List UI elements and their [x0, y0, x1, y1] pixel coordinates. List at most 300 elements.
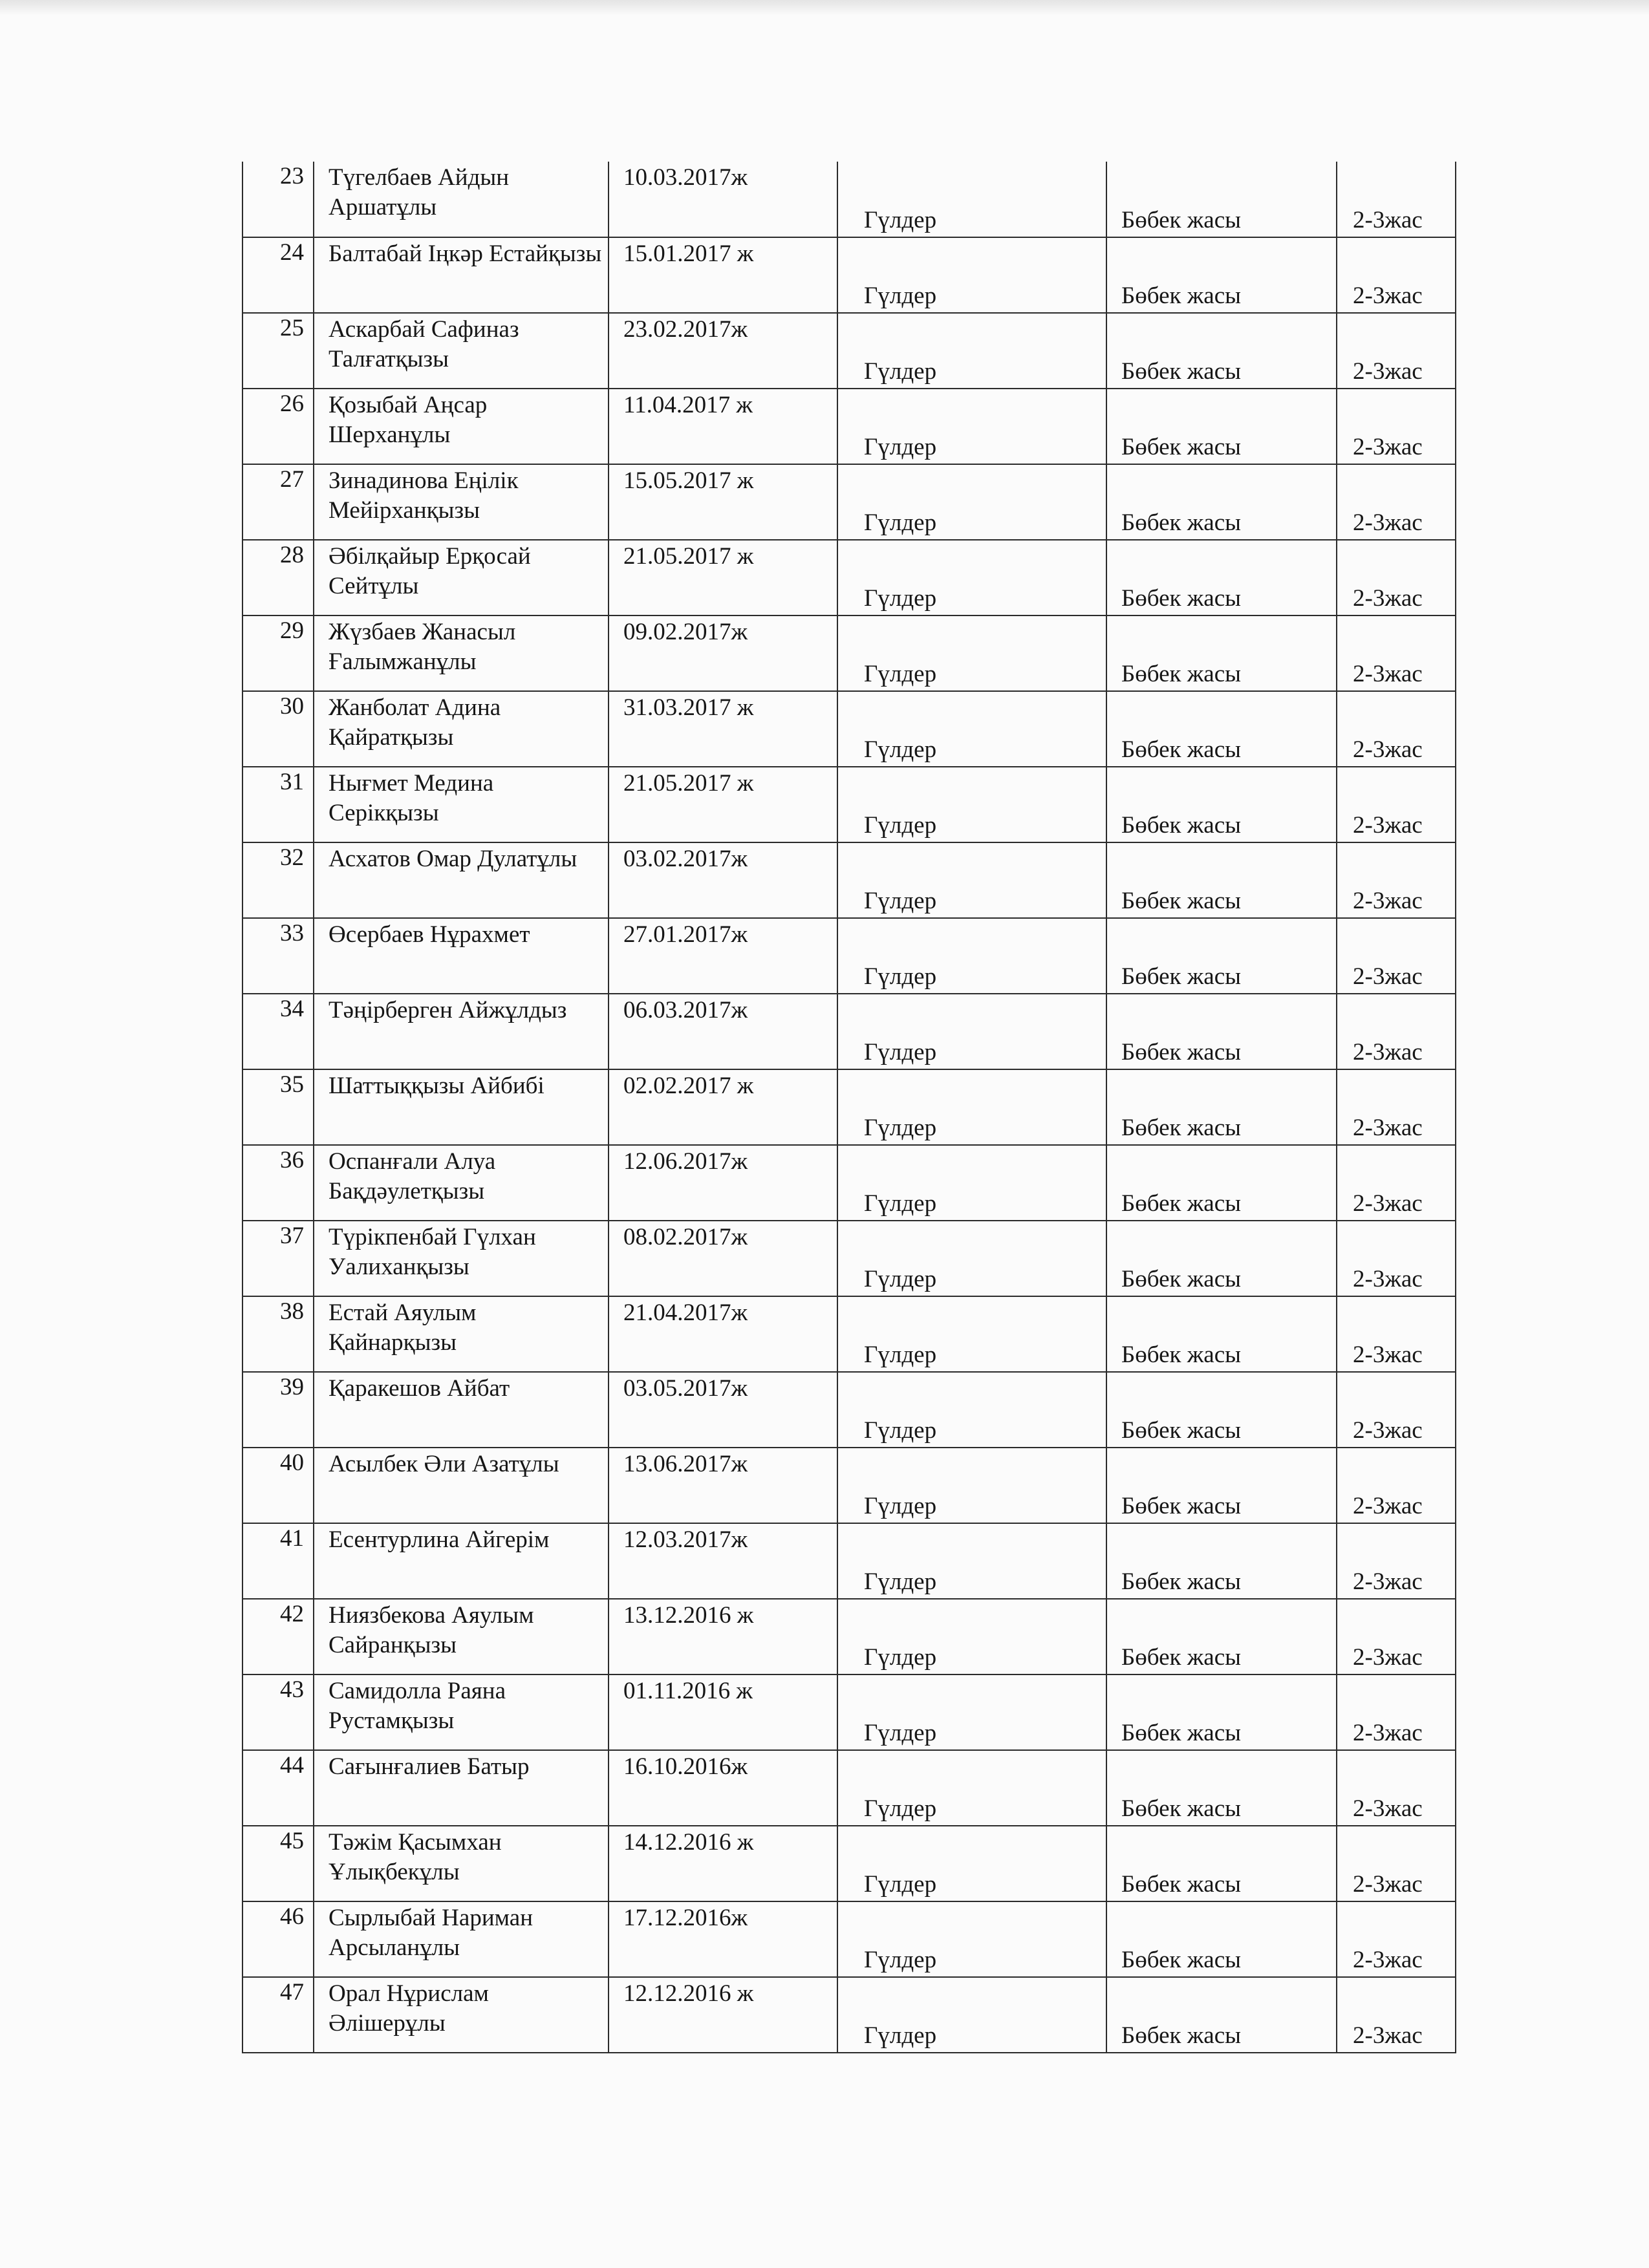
child-name-cell [314, 1674, 609, 1750]
group-name: Гүлдер [864, 1644, 937, 1671]
child-name-cell [314, 691, 609, 767]
age-range-cell [1337, 162, 1456, 237]
child-name: Орал Нұрислам Әлішерұлы [329, 1980, 489, 2037]
age-range: 2-3жас [1353, 358, 1423, 385]
table-row [242, 1069, 1456, 1145]
age-category: Бөбек жасы [1121, 434, 1241, 460]
table-row [242, 313, 1456, 389]
row-number: 26 [280, 390, 304, 417]
birth-date: 12.06.2017ж [623, 1148, 748, 1175]
group-name-cell [837, 540, 1106, 615]
age-range-cell [1337, 540, 1456, 615]
scan-edge [0, 0, 1649, 16]
row-number-cell [242, 918, 314, 994]
child-name-cell [314, 1750, 609, 1826]
age-category: Бөбек жасы [1121, 963, 1241, 990]
group-name: Гүлдер [864, 358, 937, 385]
group-name: Гүлдер [864, 1115, 937, 1141]
age-category-cell [1106, 237, 1337, 313]
birth-date: 17.12.2016ж [623, 1905, 748, 1931]
age-category: Бөбек жасы [1121, 1342, 1241, 1368]
age-category: Бөбек жасы [1121, 358, 1241, 385]
age-range: 2-3жас [1353, 1795, 1423, 1822]
birth-date-cell [609, 842, 837, 918]
age-range-cell [1337, 464, 1456, 540]
birth-date: 27.01.2017ж [623, 921, 748, 948]
age-range: 2-3жас [1353, 1568, 1423, 1595]
row-number: 35 [280, 1071, 304, 1098]
child-name-cell [314, 237, 609, 313]
row-number: 23 [280, 163, 304, 189]
age-range: 2-3жас [1353, 1417, 1423, 1444]
age-range: 2-3жас [1353, 1190, 1423, 1217]
age-range-cell [1337, 389, 1456, 464]
row-number: 31 [280, 769, 304, 795]
birth-date: 15.05.2017 ж [623, 467, 754, 494]
age-range: 2-3жас [1353, 1493, 1423, 1519]
row-number: 45 [280, 1828, 304, 1854]
child-name: Тәңірберген Айжұлдыз [329, 997, 567, 1023]
child-name-cell [314, 1977, 609, 2053]
birth-date-cell [609, 1296, 837, 1372]
age-category: Бөбек жасы [1121, 1871, 1241, 1898]
age-category: Бөбек жасы [1121, 1644, 1241, 1671]
child-name: Балтабай Іңкәр Естайқызы [329, 241, 602, 267]
birth-date: 02.02.2017 ж [623, 1073, 754, 1099]
row-number: 24 [280, 239, 304, 266]
group-name-cell [837, 1448, 1106, 1523]
child-name: Түрікпенбай Гүлхан Уалиханқызы [329, 1224, 536, 1280]
age-range-cell [1337, 691, 1456, 767]
age-range: 2-3жас [1353, 963, 1423, 990]
table-row [242, 1145, 1456, 1221]
group-name-cell [837, 1901, 1106, 1977]
row-number: 40 [280, 1450, 304, 1476]
age-range: 2-3жас [1353, 1115, 1423, 1141]
age-category-cell [1106, 313, 1337, 389]
row-number-cell [242, 237, 314, 313]
age-category-cell [1106, 389, 1337, 464]
age-category-cell [1106, 1901, 1337, 1977]
age-range-cell [1337, 615, 1456, 691]
group-name-cell [837, 994, 1106, 1069]
age-category-cell [1106, 1523, 1337, 1599]
age-range-cell [1337, 313, 1456, 389]
birth-date-cell [609, 1674, 837, 1750]
age-category: Бөбек жасы [1121, 1115, 1241, 1141]
row-number-cell [242, 1221, 314, 1296]
age-category: Бөбек жасы [1121, 661, 1241, 687]
child-name-cell [314, 842, 609, 918]
age-range-cell [1337, 842, 1456, 918]
row-number-cell [242, 615, 314, 691]
birth-date: 31.03.2017 ж [623, 694, 754, 721]
birth-date: 11.04.2017 ж [623, 392, 753, 418]
roster-body [242, 162, 1456, 2053]
age-category-cell [1106, 1221, 1337, 1296]
row-number-cell [242, 1826, 314, 1901]
group-name: Гүлдер [864, 207, 937, 233]
group-name-cell [837, 1977, 1106, 2053]
age-category-cell [1106, 615, 1337, 691]
table-row [242, 1523, 1456, 1599]
age-category: Бөбек жасы [1121, 1947, 1241, 1973]
group-name: Гүлдер [864, 1266, 937, 1292]
child-name-cell [314, 1221, 609, 1296]
table-row [242, 691, 1456, 767]
child-name: Қозыбай Аңсар Шерханұлы [329, 392, 488, 448]
age-range: 2-3жас [1353, 509, 1423, 536]
group-name-cell [837, 237, 1106, 313]
age-category: Бөбек жасы [1121, 736, 1241, 763]
age-range: 2-3жас [1353, 736, 1423, 763]
age-category: Бөбек жасы [1121, 1795, 1241, 1822]
age-category: Бөбек жасы [1121, 1720, 1241, 1746]
age-category: Бөбек жасы [1121, 207, 1241, 233]
age-range: 2-3жас [1353, 1644, 1423, 1671]
age-category-cell [1106, 1296, 1337, 1372]
row-number: 37 [280, 1223, 304, 1249]
birth-date: 13.06.2017ж [623, 1451, 748, 1477]
child-name-cell [314, 918, 609, 994]
group-name-cell [837, 842, 1106, 918]
age-category: Бөбек жасы [1121, 2022, 1241, 2049]
birth-date-cell [609, 1069, 837, 1145]
age-range: 2-3жас [1353, 1871, 1423, 1898]
group-name: Гүлдер [864, 812, 937, 839]
child-name: Нығмет Медина Серікқызы [329, 770, 494, 826]
birth-date: 12.12.2016 ж [623, 1980, 754, 2007]
birth-date-cell [609, 389, 837, 464]
row-number-cell [242, 1145, 314, 1221]
table-row [242, 464, 1456, 540]
group-name-cell [837, 162, 1106, 237]
age-category: Бөбек жасы [1121, 585, 1241, 612]
table-row [242, 1901, 1456, 1977]
child-name-cell [314, 464, 609, 540]
row-number-cell [242, 1448, 314, 1523]
row-number-cell [242, 1977, 314, 2053]
table-row [242, 842, 1456, 918]
age-range-cell [1337, 767, 1456, 842]
group-name-cell [837, 1372, 1106, 1448]
child-name-cell [314, 1069, 609, 1145]
birth-date-cell [609, 1523, 837, 1599]
group-name: Гүлдер [864, 509, 937, 536]
group-name: Гүлдер [864, 1568, 937, 1595]
group-name: Гүлдер [864, 736, 937, 763]
age-category: Бөбек жасы [1121, 509, 1241, 536]
table-row [242, 767, 1456, 842]
birth-date-cell [609, 691, 837, 767]
row-number-cell [242, 313, 314, 389]
age-range-cell [1337, 918, 1456, 994]
age-range-cell [1337, 1221, 1456, 1296]
table-row [242, 615, 1456, 691]
age-range: 2-3жас [1353, 207, 1423, 233]
birth-date: 21.04.2017ж [623, 1300, 748, 1326]
age-category: Бөбек жасы [1121, 812, 1241, 839]
child-name: Тәжім Қасымхан Ұлықбекұлы [329, 1829, 502, 1885]
group-name: Гүлдер [864, 1493, 937, 1519]
child-name-cell [314, 313, 609, 389]
group-name-cell [837, 1069, 1106, 1145]
birth-date-cell [609, 1901, 837, 1977]
age-category-cell [1106, 540, 1337, 615]
group-name-cell [837, 464, 1106, 540]
age-range-cell [1337, 1523, 1456, 1599]
table-row [242, 1372, 1456, 1448]
age-range: 2-3жас [1353, 585, 1423, 612]
group-name: Гүлдер [864, 1190, 937, 1217]
birth-date: 14.12.2016 ж [623, 1829, 754, 1856]
age-category-cell [1106, 994, 1337, 1069]
age-range-cell [1337, 1069, 1456, 1145]
row-number-cell [242, 1069, 314, 1145]
group-name-cell [837, 1145, 1106, 1221]
age-range: 2-3жас [1353, 1720, 1423, 1746]
row-number-cell [242, 691, 314, 767]
birth-date-cell [609, 464, 837, 540]
group-name: Гүлдер [864, 1720, 937, 1746]
birth-date: 03.02.2017ж [623, 846, 748, 872]
row-number-cell [242, 1372, 314, 1448]
row-number: 32 [280, 844, 304, 871]
age-range-cell [1337, 994, 1456, 1069]
row-number-cell [242, 1674, 314, 1750]
table-row [242, 237, 1456, 313]
birth-date: 09.02.2017ж [623, 619, 748, 645]
child-name: Естай Аяулым Қайнарқызы [329, 1300, 477, 1356]
group-name: Гүлдер [864, 1342, 937, 1368]
age-category-cell [1106, 1599, 1337, 1674]
group-name-cell [837, 918, 1106, 994]
age-range: 2-3жас [1353, 1039, 1423, 1065]
age-range: 2-3жас [1353, 1266, 1423, 1292]
table-row [242, 1826, 1456, 1901]
age-category-cell [1106, 1826, 1337, 1901]
child-name: Оспанғали Алуа Бақдәулетқызы [329, 1148, 496, 1204]
age-range-cell [1337, 1296, 1456, 1372]
group-name: Гүлдер [864, 661, 937, 687]
birth-date: 12.03.2017ж [623, 1526, 748, 1553]
group-name: Гүлдер [864, 434, 937, 460]
row-number: 25 [280, 315, 304, 341]
age-range-cell [1337, 1977, 1456, 2053]
age-category: Бөбек жасы [1121, 1266, 1241, 1292]
group-name: Гүлдер [864, 888, 937, 914]
age-category-cell [1106, 842, 1337, 918]
group-name: Гүлдер [864, 1871, 937, 1898]
row-number: 46 [280, 1903, 304, 1930]
child-name: Есентурлина Айгерім [329, 1526, 550, 1553]
age-range-cell [1337, 1826, 1456, 1901]
group-name-cell [837, 1750, 1106, 1826]
child-name: Жүзбаев Жанасыл Ғалымжанұлы [329, 619, 516, 675]
age-category: Бөбек жасы [1121, 888, 1241, 914]
group-name-cell [837, 1599, 1106, 1674]
birth-date-cell [609, 1826, 837, 1901]
child-name-cell [314, 1448, 609, 1523]
age-category: Бөбек жасы [1121, 283, 1241, 309]
birth-date: 06.03.2017ж [623, 997, 748, 1023]
group-name-cell [837, 1221, 1106, 1296]
group-name-cell [837, 389, 1106, 464]
group-name: Гүлдер [864, 2022, 937, 2049]
child-name-cell [314, 1826, 609, 1901]
age-range: 2-3жас [1353, 1947, 1423, 1973]
row-number-cell [242, 464, 314, 540]
row-number-cell [242, 389, 314, 464]
row-number-cell [242, 162, 314, 237]
birth-date-cell [609, 615, 837, 691]
age-category: Бөбек жасы [1121, 1568, 1241, 1595]
age-range: 2-3жас [1353, 1342, 1423, 1368]
birth-date-cell [609, 1977, 837, 2053]
table-row [242, 1674, 1456, 1750]
child-name: Самидолла Раяна Рустамқызы [329, 1678, 506, 1734]
row-number: 42 [280, 1601, 304, 1627]
birth-date-cell [609, 1448, 837, 1523]
age-range-cell [1337, 1750, 1456, 1826]
age-range-cell [1337, 1448, 1456, 1523]
child-name: Ниязбекова Аяулым Сайранқызы [329, 1602, 534, 1658]
age-range-cell [1337, 1901, 1456, 1977]
child-name: Жанболат Адина Қайратқызы [329, 694, 501, 751]
row-number: 28 [280, 542, 304, 568]
row-number: 38 [280, 1298, 304, 1325]
table-row [242, 918, 1456, 994]
table-row [242, 162, 1456, 237]
table-row [242, 1750, 1456, 1826]
age-category-cell [1106, 162, 1337, 237]
birth-date-cell [609, 313, 837, 389]
group-name-cell [837, 1674, 1106, 1750]
row-number-cell [242, 994, 314, 1069]
birth-date-cell [609, 1145, 837, 1221]
birth-date-cell [609, 767, 837, 842]
group-name: Гүлдер [864, 283, 937, 309]
group-name: Гүлдер [864, 1417, 937, 1444]
birth-date-cell [609, 1750, 837, 1826]
group-name: Гүлдер [864, 585, 937, 612]
child-name: Сырлыбай Нариман Арсыланұлы [329, 1905, 533, 1961]
child-name-cell [314, 1599, 609, 1674]
birth-date: 10.03.2017ж [623, 164, 748, 191]
birth-date-cell [609, 1372, 837, 1448]
age-category-cell [1106, 918, 1337, 994]
child-name: Асылбек Әли Азатұлы [329, 1451, 559, 1477]
row-number: 34 [280, 996, 304, 1022]
child-name: Өсербаев Нұрахмет [329, 921, 530, 948]
age-range-cell [1337, 1599, 1456, 1674]
age-range: 2-3жас [1353, 283, 1423, 309]
child-name: Түгелбаев Айдын Аршатұлы [329, 164, 510, 220]
group-name: Гүлдер [864, 963, 937, 990]
age-category-cell [1106, 1750, 1337, 1826]
row-number-cell [242, 842, 314, 918]
age-category-cell [1106, 691, 1337, 767]
age-range-cell [1337, 237, 1456, 313]
row-number: 43 [280, 1676, 304, 1703]
birth-date-cell [609, 540, 837, 615]
child-name: Асхатов Омар Дулатұлы [329, 846, 577, 872]
age-category-cell [1106, 1674, 1337, 1750]
row-number: 39 [280, 1374, 304, 1400]
age-category-cell [1106, 1069, 1337, 1145]
birth-date-cell [609, 994, 837, 1069]
child-name: Қаракешов Айбат [329, 1375, 510, 1402]
age-range: 2-3жас [1353, 661, 1423, 687]
children-roster-table [242, 162, 1456, 2053]
row-number: 47 [280, 1979, 304, 2006]
group-name-cell [837, 691, 1106, 767]
child-name: Сағынғалиев Батыр [329, 1753, 530, 1780]
row-number-cell [242, 1750, 314, 1826]
table-row [242, 1599, 1456, 1674]
row-number: 29 [280, 617, 304, 644]
group-name: Гүлдер [864, 1039, 937, 1065]
birth-date-cell [609, 237, 837, 313]
birth-date-cell [609, 1221, 837, 1296]
row-number: 36 [280, 1147, 304, 1173]
birth-date: 01.11.2016 ж [623, 1678, 753, 1704]
row-number: 27 [280, 466, 304, 493]
age-category-cell [1106, 1977, 1337, 2053]
group-name-cell [837, 615, 1106, 691]
age-category-cell [1106, 1145, 1337, 1221]
child-name: Аскарбай Сафиназ Талғатқызы [329, 316, 519, 372]
age-category-cell [1106, 1448, 1337, 1523]
row-number: 33 [280, 920, 304, 947]
row-number-cell [242, 540, 314, 615]
age-category-cell [1106, 464, 1337, 540]
table-row [242, 1977, 1456, 2053]
table-row [242, 389, 1456, 464]
table-row [242, 1448, 1456, 1523]
age-range: 2-3жас [1353, 888, 1423, 914]
child-name-cell [314, 389, 609, 464]
birth-date: 21.05.2017 ж [623, 770, 754, 797]
group-name-cell [837, 1826, 1106, 1901]
table-row [242, 994, 1456, 1069]
age-range-cell [1337, 1674, 1456, 1750]
row-number-cell [242, 767, 314, 842]
group-name: Гүлдер [864, 1947, 937, 1973]
group-name-cell [837, 767, 1106, 842]
age-category-cell [1106, 767, 1337, 842]
age-category: Бөбек жасы [1121, 1417, 1241, 1444]
row-number-cell [242, 1296, 314, 1372]
age-category: Бөбек жасы [1121, 1039, 1241, 1065]
child-name-cell [314, 162, 609, 237]
birth-date: 08.02.2017ж [623, 1224, 748, 1250]
table-row [242, 540, 1456, 615]
child-name-cell [314, 540, 609, 615]
age-range-cell [1337, 1145, 1456, 1221]
birth-date-cell [609, 918, 837, 994]
birth-date: 13.12.2016 ж [623, 1602, 754, 1629]
table-row [242, 1221, 1456, 1296]
child-name: Шаттыққызы Айбибі [329, 1073, 544, 1099]
age-category-cell [1106, 1372, 1337, 1448]
child-name-cell [314, 994, 609, 1069]
child-name-cell [314, 615, 609, 691]
table-row [242, 1296, 1456, 1372]
age-range: 2-3жас [1353, 812, 1423, 839]
group-name-cell [837, 1523, 1106, 1599]
child-name-cell [314, 1372, 609, 1448]
